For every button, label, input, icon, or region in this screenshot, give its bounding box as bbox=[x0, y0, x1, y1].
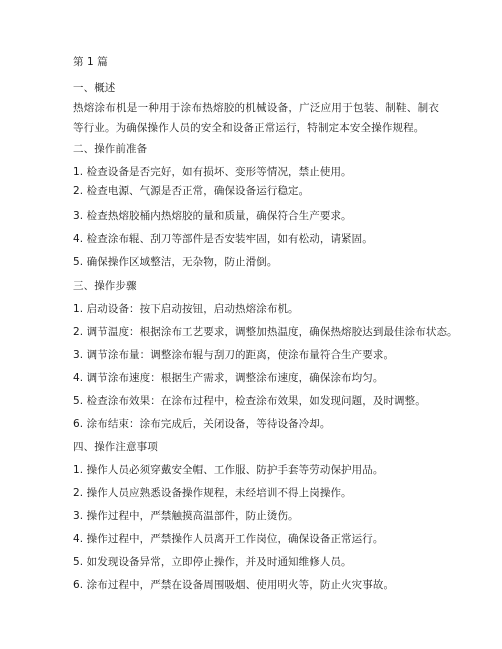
section-heading-steps: 三、操作步骤 bbox=[73, 280, 137, 292]
list-item: 1. 检查设备是否完好，如有损坏、变形等情况，禁止使用。 bbox=[73, 166, 352, 178]
list-item: 4. 检查涂布辊、刮刀等部件是否安装牢固，如有松动，请紧固。 bbox=[73, 233, 373, 245]
overview-paragraph: 热熔涂布机是一种用于涂布热熔胶的机械设备，广泛应用于包装、制鞋、制衣等行业。为确保操作人员的安全和设备正常运行，特制定本安全操作规程。 bbox=[73, 102, 439, 134]
list-item: 4. 操作过程中，严禁操作人员离开工作岗位，确保设备正常运行。 bbox=[73, 533, 384, 545]
list-item: 4. 调节涂布速度：根据生产需求，调整涂布速度，确保涂布均匀。 bbox=[73, 372, 384, 384]
list-item: 2. 调节温度：根据涂布工艺要求，调整加热温度，确保热熔胶达到最佳涂布状态。 bbox=[73, 326, 458, 338]
chapter-title: 第 1 篇 bbox=[73, 56, 108, 68]
list-item: 3. 检查热熔胶桶内热熔胶的量和质量，确保符合生产要求。 bbox=[73, 210, 352, 222]
list-item: 5. 检查涂布效果：在涂布过程中，检查涂布效果，如发现问题，及时调整。 bbox=[73, 395, 426, 407]
list-item: 1. 操作人员必须穿戴安全帽、工作服、防护手套等劳动保护用品。 bbox=[73, 464, 384, 476]
list-item: 3. 调节涂布量：调整涂布辊与刮刀的距离，使涂布量符合生产要求。 bbox=[73, 349, 395, 361]
list-item: 5. 如发现设备异常，立即停止操作，并及时通知维修人员。 bbox=[73, 556, 352, 568]
list-item: 3. 操作过程中，严禁触摸高温部件，防止烫伤。 bbox=[73, 510, 299, 522]
section-heading-overview: 一、概述 bbox=[73, 82, 116, 94]
list-item: 6. 涂布结束：涂布完成后，关闭设备，等待设备冷却。 bbox=[73, 418, 331, 430]
list-item: 5. 确保操作区域整洁，无杂物，防止滑倒。 bbox=[73, 256, 278, 268]
section-heading-preparation: 二、操作前准备 bbox=[73, 143, 148, 155]
list-item: 2. 检查电源、气源是否正常，确保设备运行稳定。 bbox=[73, 185, 310, 197]
list-item: 2. 操作人员应熟悉设备操作规程，未经培训不得上岗操作。 bbox=[73, 487, 352, 499]
list-item: 6. 涂布过程中，严禁在设备周围吸烟、使用明火等，防止火灾事故。 bbox=[73, 579, 395, 591]
section-heading-precautions: 四、操作注意事项 bbox=[73, 441, 158, 453]
list-item: 1. 启动设备：按下启动按钮，启动热熔涂布机。 bbox=[73, 303, 299, 315]
